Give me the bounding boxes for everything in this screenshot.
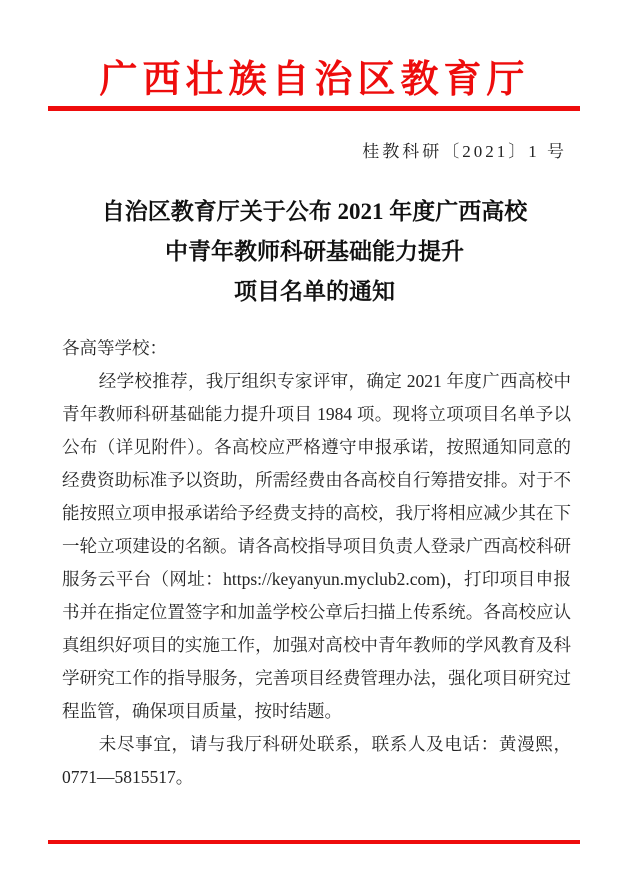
notice-title bbox=[40, 192, 589, 312]
document-number: 桂教科研〔2021〕1 号 bbox=[362, 142, 567, 161]
notice-title-line-2: 中青年教师科研基础能力提升 bbox=[165, 239, 464, 264]
letterhead-divider-rule bbox=[48, 106, 580, 111]
salutation: 各高等学校： bbox=[62, 338, 167, 358]
footer-rule bbox=[48, 840, 580, 844]
notice-title-line-3: 项目名单的通知 bbox=[234, 279, 395, 304]
notice-title-line-1: 自治区教育厅关于公布 2021 年度广西高校 bbox=[101, 199, 528, 224]
notice-body bbox=[62, 332, 571, 794]
body-paragraph-2: 未尽事宜，请与我厅科研处联系，联系人及电话：黄漫熙，0771—5815517。 bbox=[62, 734, 571, 787]
body-paragraph-1: 经学校推荐，我厅组织专家评审，确定 2021 年度广西高校中青年教师科研基础能力提升项目 1984 项。现将立项项目名单予以公布（详见附件）。各高校应严格遵守申报承诺，按照通知同意的经费资助标准予以资助，所需经费由各高校自行筹措安排。对于不能按照立项申报承诺给予经费支持的高校，我厅将相应减少其在下一轮立项建设的名额。请各高校指导项目负责人登录广西高校科研服务云平台（网址：https://keyanyun.myclub2.com)，打印项目申报书并在指定位置签字和加盖学校公章后扫描上传系统。各高校应认真组织好项目的实施工作，加强对高校中青年教师的学风教育及科学研究工作的指导服务，完善项目经费管理办法，强化项目研究过程监管，确保项目质量，按时结题。 bbox=[62, 371, 571, 721]
letterhead-agency-name: 广西壮族自治区教育厅 bbox=[99, 59, 530, 101]
